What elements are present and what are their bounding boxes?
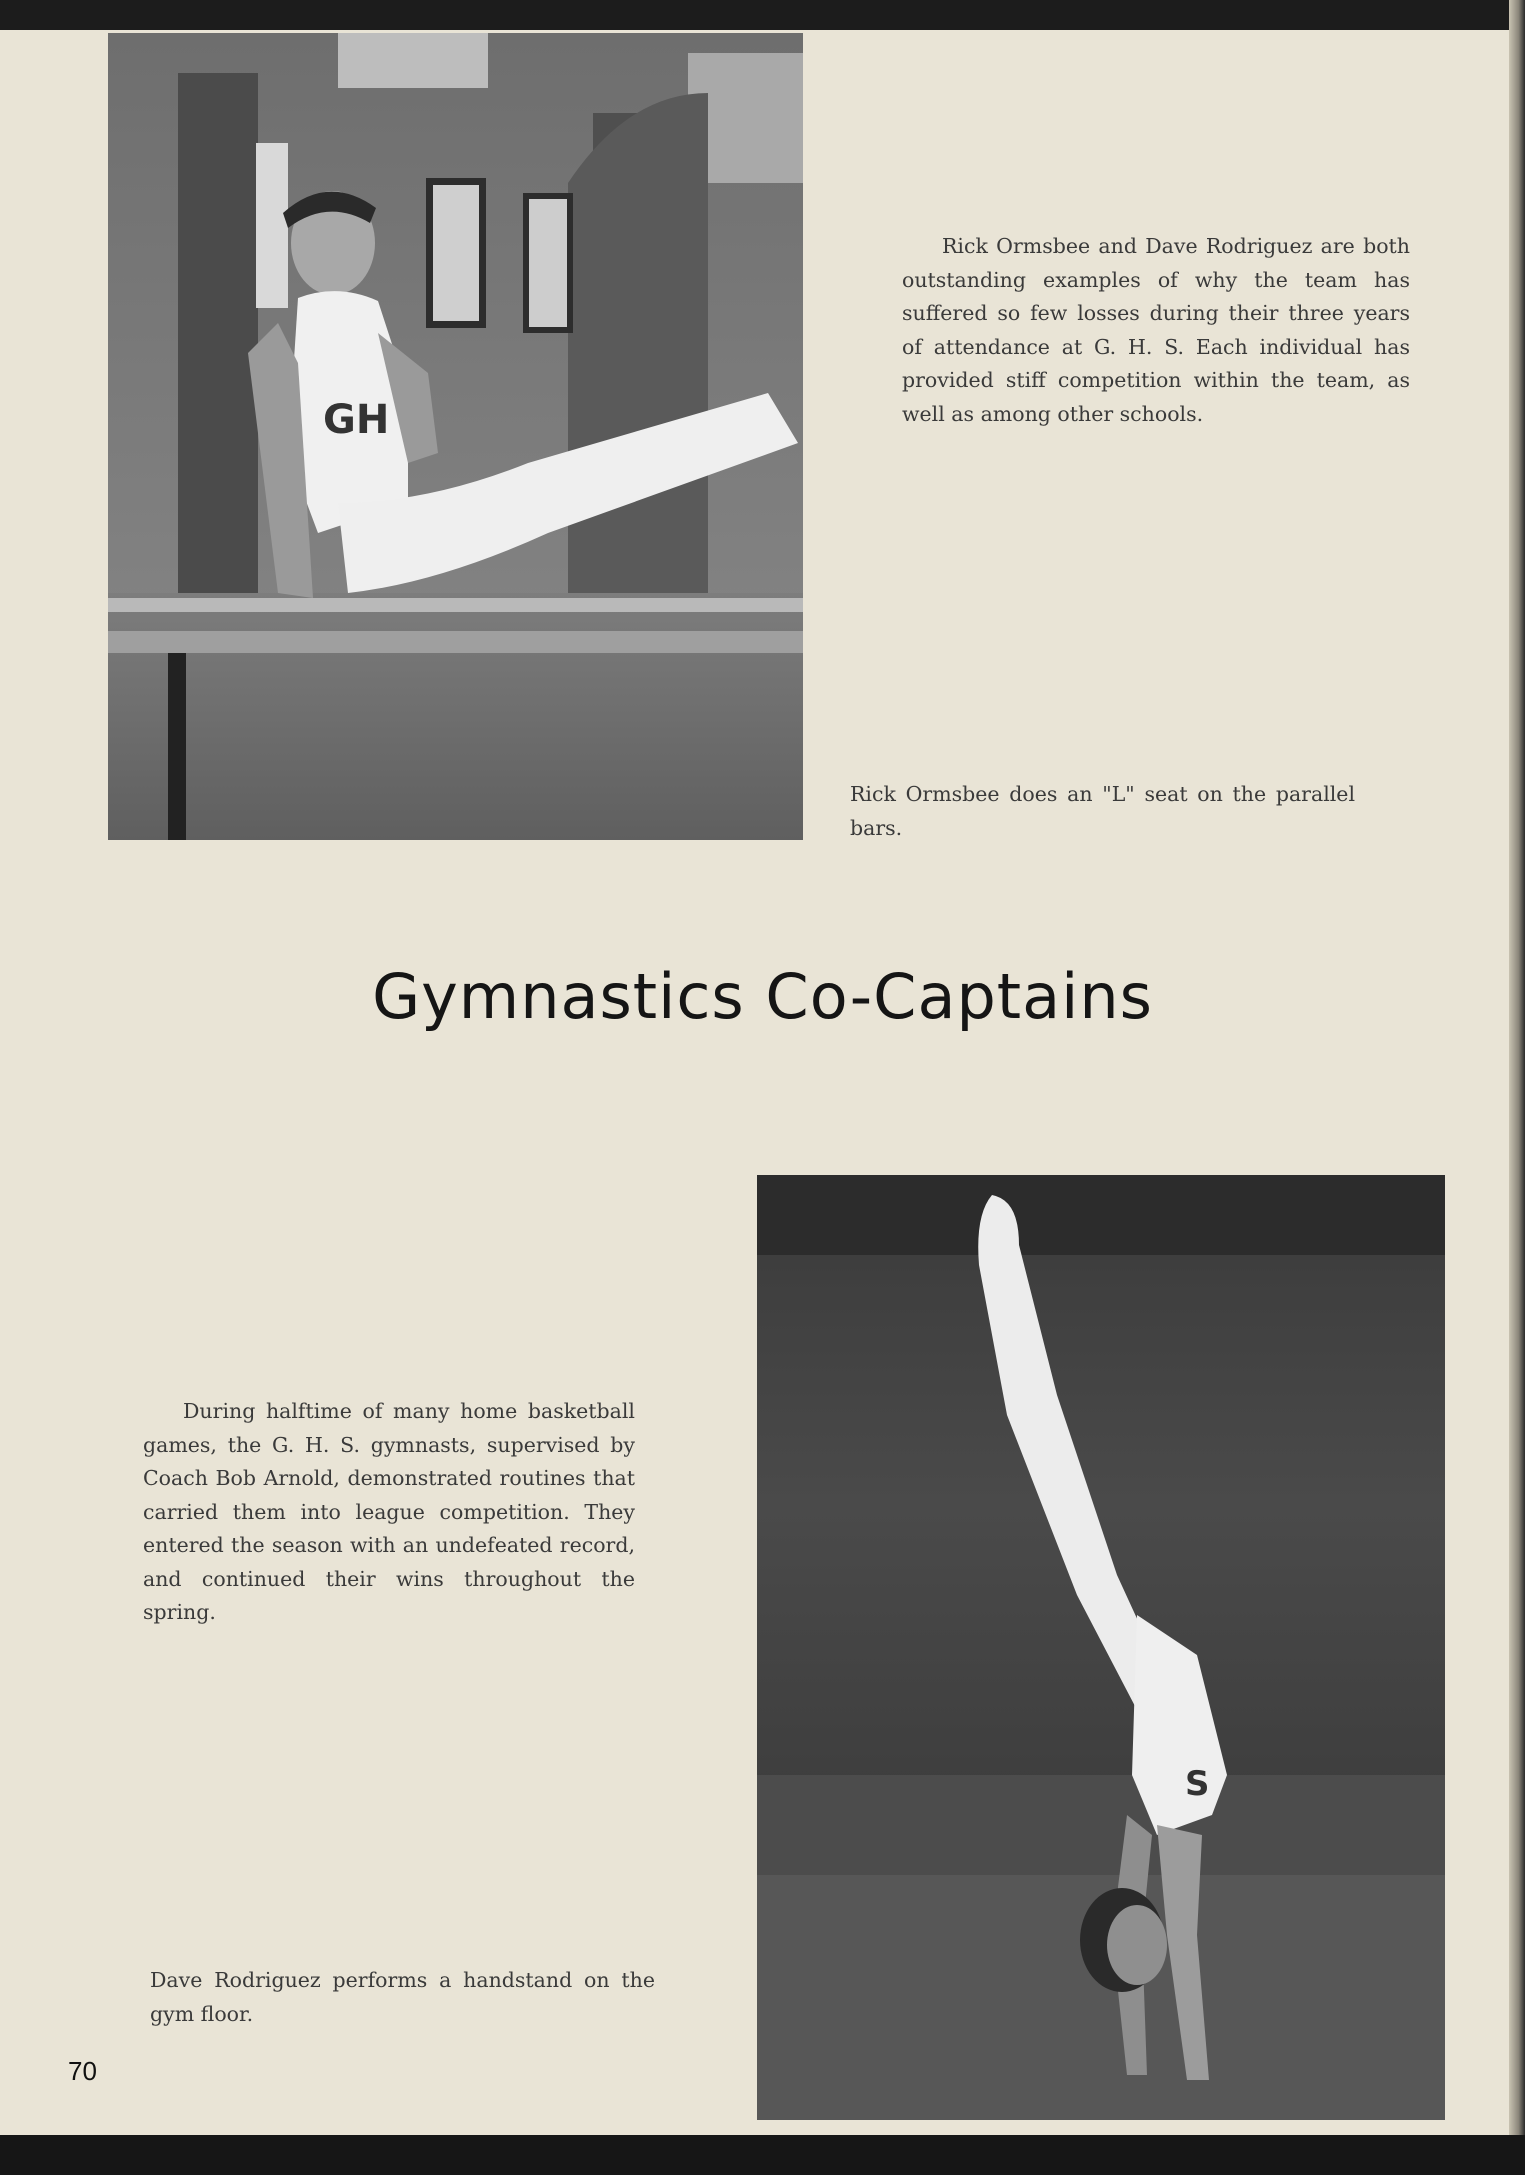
scan-border-top <box>0 0 1525 30</box>
jersey-lettering: S <box>1185 1764 1210 1804</box>
page-title: Gymnastics Co-Captains <box>372 960 1153 1033</box>
top-paragraph: Rick Ormsbee and Dave Rodriguez are both outstanding examples of why the team has suffered so few losses during their three years of attendance at G. H. S. Each individual has provided stiff competition within the team, as well as among other schools. <box>902 234 1410 426</box>
bottom-paragraph: During halftime of many home basketball games, the G. H. S. gymnasts, supervised by Coach Bob Arnold, demonstrated routines that carried them into league competition. They entered the season with an undefeated record, and continued their wins throughout the spring. <box>143 1399 635 1624</box>
jersey-lettering: GH <box>323 397 390 443</box>
page-number: 70 <box>68 2056 97 2086</box>
top-photo-caption: Rick Ormsbee does an "L" seat on the parallel bars. <box>850 782 1355 840</box>
handstand-photo <box>757 1175 1445 2120</box>
bottom-photo-caption: Dave Rodriguez performs a handstand on the gym floor. <box>150 1968 655 2026</box>
scan-border-bottom <box>0 2135 1525 2175</box>
scan-border-right <box>1509 0 1525 2175</box>
parallel-bars-photo <box>108 33 803 840</box>
